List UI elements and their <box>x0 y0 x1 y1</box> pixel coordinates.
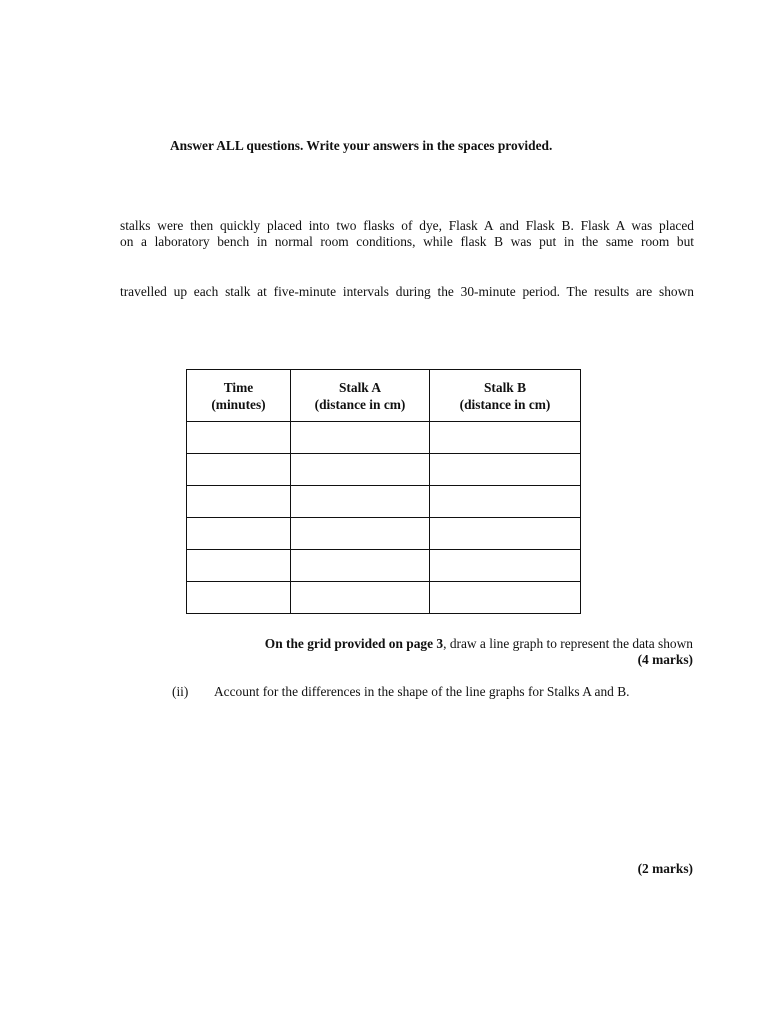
table-cell[interactable] <box>430 422 581 454</box>
table-cell[interactable] <box>291 582 430 614</box>
table-row <box>187 582 581 614</box>
header-stalk-a <box>291 370 430 422</box>
table-cell[interactable] <box>430 518 581 550</box>
table-row <box>187 422 581 454</box>
table-cell[interactable] <box>187 454 291 486</box>
table-cell[interactable] <box>291 486 430 518</box>
table-cell[interactable] <box>291 518 430 550</box>
table-row <box>187 486 581 518</box>
header-stalk-b-line-1: Stalk B <box>483 379 527 395</box>
table-cell[interactable] <box>430 550 581 582</box>
table-cell[interactable] <box>291 550 430 582</box>
question-i-bold: On the grid provided on page 3 <box>264 636 444 651</box>
table-row <box>187 454 581 486</box>
table-cell[interactable] <box>187 486 291 518</box>
header-time-line-2: (minutes) <box>211 396 266 412</box>
table-cell[interactable] <box>187 550 291 582</box>
table-header-row <box>187 370 581 422</box>
header-stalk-a-line-1: Stalk A <box>338 379 382 395</box>
header-time <box>187 370 291 422</box>
table-cell[interactable] <box>291 422 430 454</box>
table-cell[interactable] <box>187 518 291 550</box>
header-time-line-1: Time <box>223 379 254 395</box>
header-stalk-b-line-2: (distance in cm) <box>459 396 551 412</box>
header-stalk-a-line-2: (distance in cm) <box>314 396 406 412</box>
table-cell[interactable] <box>291 454 430 486</box>
table-cell[interactable] <box>430 582 581 614</box>
table-cell[interactable] <box>187 582 291 614</box>
paragraph-2-line-1: travelled up each stalk at five-minute intervals during the 30-minute period. The results are shown <box>120 284 694 299</box>
table-row <box>187 518 581 550</box>
question-ii-number: (ii) <box>172 684 189 699</box>
table-cell[interactable] <box>430 486 581 518</box>
question-ii-text: Account for the differences in the shape of the line graphs for Stalks A and B. <box>214 684 630 699</box>
question-i-marks: (4 marks) <box>637 652 693 667</box>
instructions-heading: Answer ALL questions. Write your answers in the spaces provided. <box>170 138 553 153</box>
paragraph-1-line-2: on a laboratory bench in normal room conditions, while flask B was put in the same room but <box>120 234 694 249</box>
table-row <box>187 550 581 582</box>
table-cell[interactable] <box>187 422 291 454</box>
question-i-rest: , draw a line graph to represent the data shown <box>443 636 693 651</box>
paragraph-1 <box>120 218 694 234</box>
paragraph-1-line-1: stalks were then quickly placed into two flasks of dye, Flask A and Flask B. Flask A was placed <box>120 218 694 233</box>
question-i-text <box>120 636 693 652</box>
table-cell[interactable] <box>430 454 581 486</box>
header-stalk-b <box>430 370 581 422</box>
question-ii-marks: (2 marks) <box>637 861 693 876</box>
paragraph-2 <box>120 284 694 300</box>
paragraph-1-continued <box>120 234 694 250</box>
results-table <box>186 369 581 614</box>
